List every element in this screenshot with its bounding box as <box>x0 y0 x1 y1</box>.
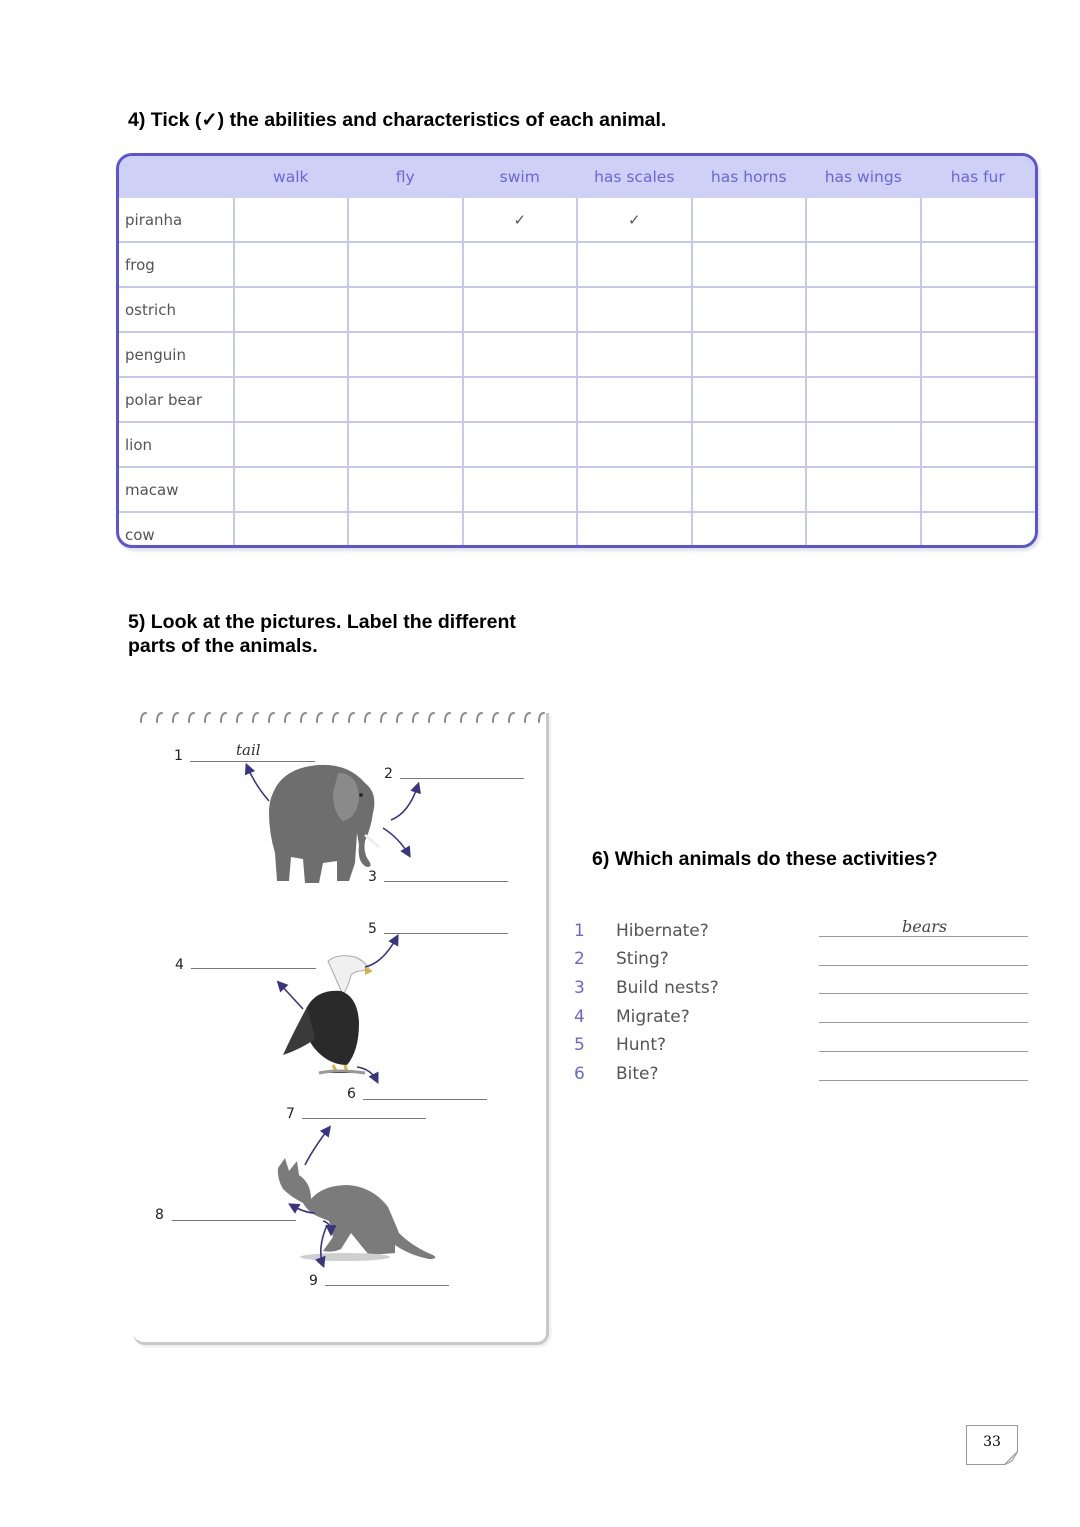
tick-cell[interactable]: ✓ <box>463 198 578 242</box>
tick-cell[interactable] <box>234 242 349 287</box>
exercise-6-heading: 6) Which animals do these activities? <box>592 848 938 870</box>
tick-cell[interactable] <box>806 377 921 422</box>
column-header: has wings <box>806 156 921 198</box>
tick-cell[interactable] <box>577 467 692 512</box>
tick-cell[interactable] <box>692 377 807 422</box>
label-line-7[interactable] <box>302 1118 426 1119</box>
tick-cell[interactable] <box>921 332 1036 377</box>
tick-cell[interactable] <box>806 242 921 287</box>
tick-cell[interactable] <box>234 377 349 422</box>
tick-cell[interactable] <box>921 242 1036 287</box>
tick-cell[interactable] <box>234 467 349 512</box>
tick-cell[interactable] <box>806 512 921 548</box>
tick-cell[interactable] <box>234 198 349 242</box>
tick-cell[interactable] <box>921 512 1036 548</box>
column-header: walk <box>234 156 349 198</box>
animal-illustrations <box>133 713 549 1345</box>
answer-line[interactable] <box>819 993 1028 994</box>
tick-cell[interactable] <box>692 467 807 512</box>
table-row <box>119 287 1035 332</box>
tick-cell[interactable] <box>577 512 692 548</box>
animal-name: lion <box>119 422 234 467</box>
tick-cell[interactable] <box>348 422 463 467</box>
exercise-4-heading: 4) Tick (✓) the abilities and characteristics of each animal. <box>128 109 667 131</box>
tick-cell[interactable] <box>806 198 921 242</box>
page-number-box <box>966 1425 1018 1465</box>
tick-cell[interactable] <box>692 332 807 377</box>
table-header-row <box>119 156 1035 198</box>
table-row <box>119 512 1035 548</box>
tick-cell[interactable] <box>348 467 463 512</box>
label-number-5: 5 <box>368 921 377 937</box>
answer-line[interactable] <box>819 965 1028 966</box>
tick-cell[interactable] <box>463 512 578 548</box>
tick-cell[interactable] <box>921 467 1036 512</box>
label-line-1[interactable] <box>190 761 315 762</box>
tick-cell[interactable] <box>463 422 578 467</box>
label-line-4[interactable] <box>191 968 316 969</box>
question-text: Build nests? <box>616 978 719 998</box>
label-number-3: 3 <box>368 869 377 885</box>
table-row <box>119 242 1035 287</box>
animal-name: piranha <box>119 198 234 242</box>
question-number: 4 <box>574 1007 585 1027</box>
tick-cell[interactable] <box>463 467 578 512</box>
table-row <box>119 332 1035 377</box>
label-number-7: 7 <box>286 1106 295 1122</box>
animal-name: penguin <box>119 332 234 377</box>
tick-cell[interactable] <box>692 242 807 287</box>
label-number-8: 8 <box>155 1207 164 1223</box>
column-header: swim <box>463 156 578 198</box>
tick-cell[interactable] <box>577 422 692 467</box>
tick-cell[interactable] <box>348 198 463 242</box>
column-header: has fur <box>921 156 1036 198</box>
tick-cell[interactable] <box>921 198 1036 242</box>
question-number: 1 <box>574 921 585 941</box>
question-number: 5 <box>574 1035 585 1055</box>
tick-cell[interactable] <box>577 377 692 422</box>
elephant-picture <box>269 765 379 883</box>
page-number: 33 <box>983 1434 1001 1450</box>
exercise-5-heading-line-2: parts of the animals. <box>128 635 318 657</box>
tick-cell[interactable] <box>234 332 349 377</box>
tick-cell[interactable] <box>348 377 463 422</box>
tick-cell[interactable] <box>921 287 1036 332</box>
eagle-picture <box>283 956 373 1073</box>
label-number-1: 1 <box>174 748 183 764</box>
tick-cell[interactable] <box>348 287 463 332</box>
tick-cell[interactable] <box>234 512 349 548</box>
animal-name: ostrich <box>119 287 234 332</box>
tick-cell[interactable] <box>463 332 578 377</box>
label-answer-1: tail <box>236 741 261 759</box>
table-row <box>119 377 1035 422</box>
question-number: 3 <box>574 978 585 998</box>
tick-cell[interactable] <box>806 467 921 512</box>
page-curl-icon <box>1004 1451 1018 1465</box>
table-row <box>119 198 1035 242</box>
tick-cell[interactable] <box>921 422 1036 467</box>
column-header: has horns <box>692 156 807 198</box>
tick-cell[interactable] <box>234 422 349 467</box>
label-number-2: 2 <box>384 766 393 782</box>
answer-line[interactable] <box>819 1051 1028 1052</box>
animal-name: frog <box>119 242 234 287</box>
tick-cell[interactable] <box>692 422 807 467</box>
tick-cell[interactable] <box>692 512 807 548</box>
question-number: 2 <box>574 949 585 969</box>
tick-cell[interactable] <box>921 377 1036 422</box>
label-line-8[interactable] <box>172 1220 296 1221</box>
tick-cell[interactable] <box>463 377 578 422</box>
label-number-9: 9 <box>309 1273 318 1289</box>
question-text: Hibernate? <box>616 921 709 941</box>
table-row <box>119 422 1035 467</box>
answer-line[interactable] <box>819 936 1028 937</box>
label-number-6: 6 <box>347 1086 356 1102</box>
label-line-9[interactable] <box>325 1285 449 1286</box>
label-line-5[interactable] <box>384 933 508 934</box>
tick-cell[interactable] <box>806 332 921 377</box>
abilities-table <box>116 153 1038 548</box>
tick-cell[interactable] <box>348 242 463 287</box>
column-header <box>119 156 234 198</box>
animal-name: macaw <box>119 467 234 512</box>
animal-name: polar bear <box>119 377 234 422</box>
column-header: has scales <box>577 156 692 198</box>
table-row <box>119 467 1035 512</box>
question-text: Migrate? <box>616 1007 690 1027</box>
label-line-3[interactable] <box>384 881 508 882</box>
animal-name: cow <box>119 512 234 548</box>
tick-cell[interactable] <box>463 287 578 332</box>
label-number-4: 4 <box>175 957 184 973</box>
tick-cell[interactable]: ✓ <box>577 198 692 242</box>
column-header: fly <box>348 156 463 198</box>
tick-cell[interactable] <box>692 287 807 332</box>
question-text: Sting? <box>616 949 669 969</box>
question-text: Bite? <box>616 1064 659 1084</box>
tick-cell[interactable] <box>806 287 921 332</box>
tick-cell[interactable] <box>577 332 692 377</box>
label-line-2[interactable] <box>400 778 524 779</box>
question-text: Hunt? <box>616 1035 667 1055</box>
tick-cell[interactable] <box>348 332 463 377</box>
answer-line[interactable] <box>819 1022 1028 1023</box>
label-line-6[interactable] <box>363 1099 487 1100</box>
tick-cell[interactable] <box>806 422 921 467</box>
tick-cell[interactable] <box>577 287 692 332</box>
tick-cell[interactable] <box>348 512 463 548</box>
tick-cell[interactable] <box>463 242 578 287</box>
tick-cell[interactable] <box>577 242 692 287</box>
exercise-5-heading-line-1: 5) Look at the pictures. Label the different <box>128 611 516 633</box>
answer-line[interactable] <box>819 1080 1028 1081</box>
question-number: 6 <box>574 1064 585 1084</box>
tick-cell[interactable] <box>692 198 807 242</box>
tick-cell[interactable] <box>234 287 349 332</box>
question-answer: bears <box>902 917 948 936</box>
